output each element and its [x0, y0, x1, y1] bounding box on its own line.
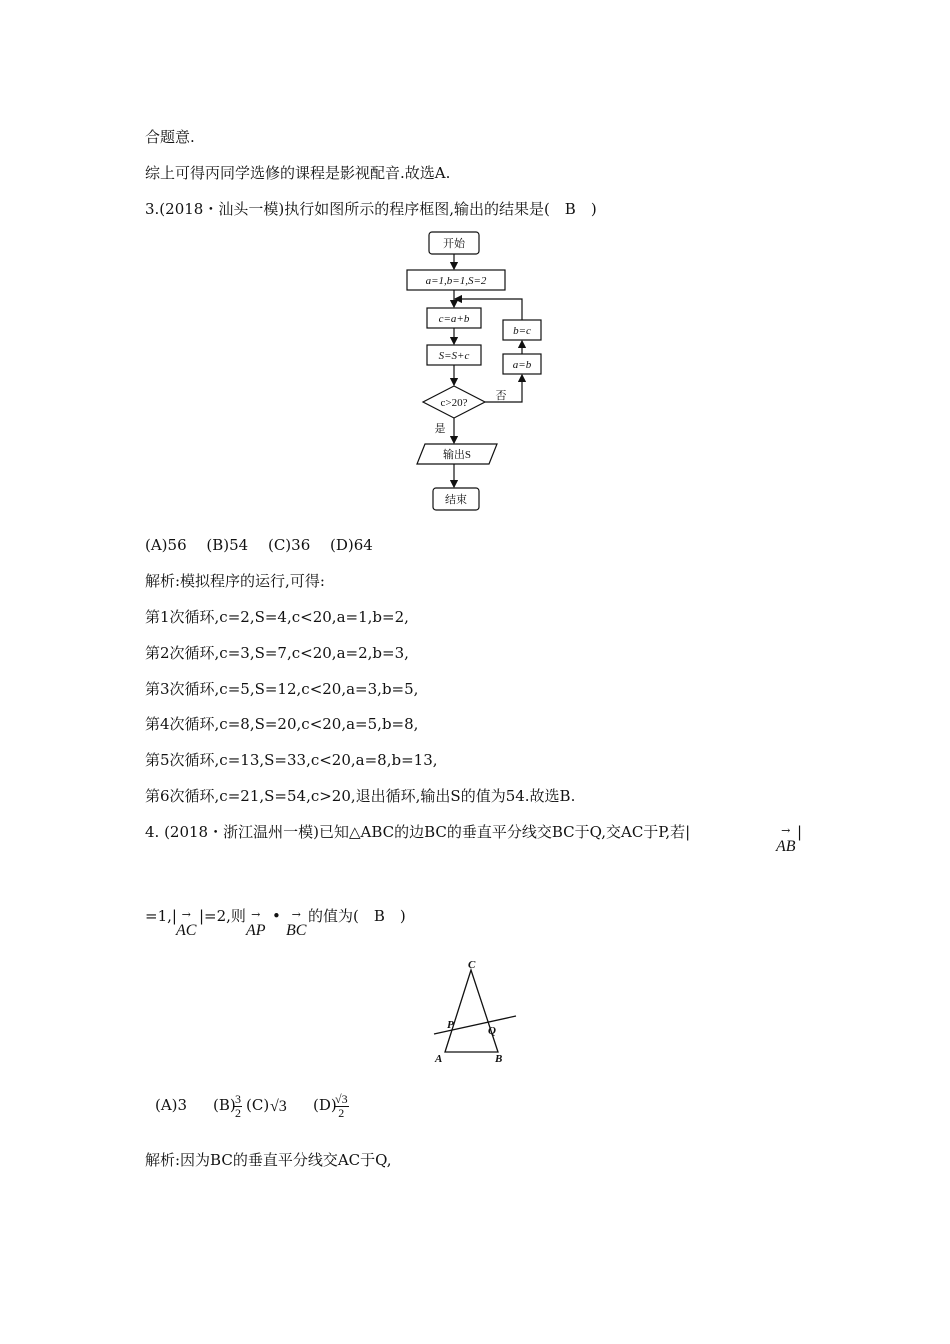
sqrt-three: √3 [270, 1098, 287, 1115]
flowchart-svg [405, 228, 555, 518]
vector-ac [176, 910, 196, 940]
vector-bc [286, 910, 306, 940]
fraction-numerator: 3 [235, 1092, 241, 1106]
abs-bar-close: | [797, 823, 803, 841]
vector-ap-label: AP [246, 922, 266, 939]
vector-arrow: → [181, 908, 191, 921]
label-c: C [468, 959, 476, 971]
answer-3-loop-6: 第6次循环,c=21,S=54,c>20,退出循环,输出S的值为54.故选B. [145, 787, 576, 805]
fraction-three-halves [234, 1093, 242, 1120]
question-4-stem-part1: 4. (2018・浙江温州一模)已知△ABC的边BC的垂直平分线交BC于Q,交AC于P,若| [145, 823, 691, 841]
flowchart [405, 228, 555, 522]
fraction-denominator: 2 [235, 1106, 241, 1120]
q4-option-b-label: (B) [213, 1096, 236, 1114]
flow-init-label: a=1,b=1,S=2 [425, 275, 487, 287]
fraction-sqrt3-halves [334, 1093, 349, 1120]
answer-3-loop-1: 第1次循环,c=2,S=4,c<20,a=1,b=2, [145, 608, 409, 626]
vector-arrow: → [291, 908, 301, 921]
question-4-stem-part2a: =1,| [145, 907, 177, 925]
flow-a-eq-b-label: a=b [512, 359, 532, 371]
answer-3-loop-5: 第5次循环,c=13,S=33,c<20,a=8,b=13, [145, 751, 438, 769]
flow-condition-label: c>20? [440, 397, 468, 409]
flow-end-label: 结束 [445, 494, 467, 506]
label-q: Q [488, 1025, 496, 1037]
vector-arrow: → [781, 824, 791, 837]
flow-step-s-label: S=S+c [438, 350, 470, 362]
triangle-figure [428, 958, 523, 1072]
vector-ac-label: AC [176, 922, 197, 939]
question-3-options: (A)56 (B)54 (C)36 (D)64 [145, 536, 373, 554]
dot-product-symbol: • [272, 907, 281, 925]
flow-no-label: 否 [495, 390, 507, 402]
vector-arrow: → [251, 908, 261, 921]
question-3-stem: 3.(2018・汕头一模)执行如图所示的程序框图,输出的结果是( B ) [145, 200, 597, 218]
q4-option-d-label: (D) [313, 1096, 337, 1114]
flow-yes-label: 是 [434, 423, 446, 435]
label-a: A [435, 1053, 443, 1065]
answer-4-intro: 解析:因为BC的垂直平分线交AC于Q, [145, 1151, 392, 1169]
question-4-stem-part2b: |=2,则 [199, 907, 246, 925]
text-line-1: 合题意. [145, 128, 195, 146]
vector-bc-label: BC [286, 922, 307, 939]
flow-step-c-label: c=a+b [438, 313, 470, 325]
flow-b-eq-c-label: b=c [513, 325, 531, 337]
flow-output-label: 输出S [442, 449, 472, 461]
vector-ap [246, 910, 266, 940]
triangle-svg [428, 958, 523, 1068]
answer-3-intro: 解析:模拟程序的运行,可得: [145, 572, 325, 590]
fraction-numerator: √3 [335, 1092, 348, 1106]
vector-ab [776, 826, 796, 856]
q4-option-a: (A)3 [155, 1096, 188, 1114]
label-p: P [447, 1019, 454, 1031]
q4-option-c-label: (C) [246, 1096, 270, 1114]
answer-3-loop-3: 第3次循环,c=5,S=12,c<20,a=3,b=5, [145, 680, 419, 698]
text-line-2: 综上可得丙同学选修的课程是影视配音.故选A. [145, 164, 451, 182]
vector-ab-label: AB [776, 838, 796, 855]
answer-3-loop-2: 第2次循环,c=3,S=7,c<20,a=2,b=3, [145, 644, 409, 662]
triangle-abc [445, 970, 498, 1052]
label-b: B [495, 1053, 503, 1065]
flow-start-label: 开始 [443, 238, 465, 250]
question-4-stem-part2c: 的值为( B ) [308, 907, 406, 925]
fraction-denominator: 2 [338, 1106, 345, 1120]
answer-3-loop-4: 第4次循环,c=8,S=20,c<20,a=5,b=8, [145, 715, 419, 733]
